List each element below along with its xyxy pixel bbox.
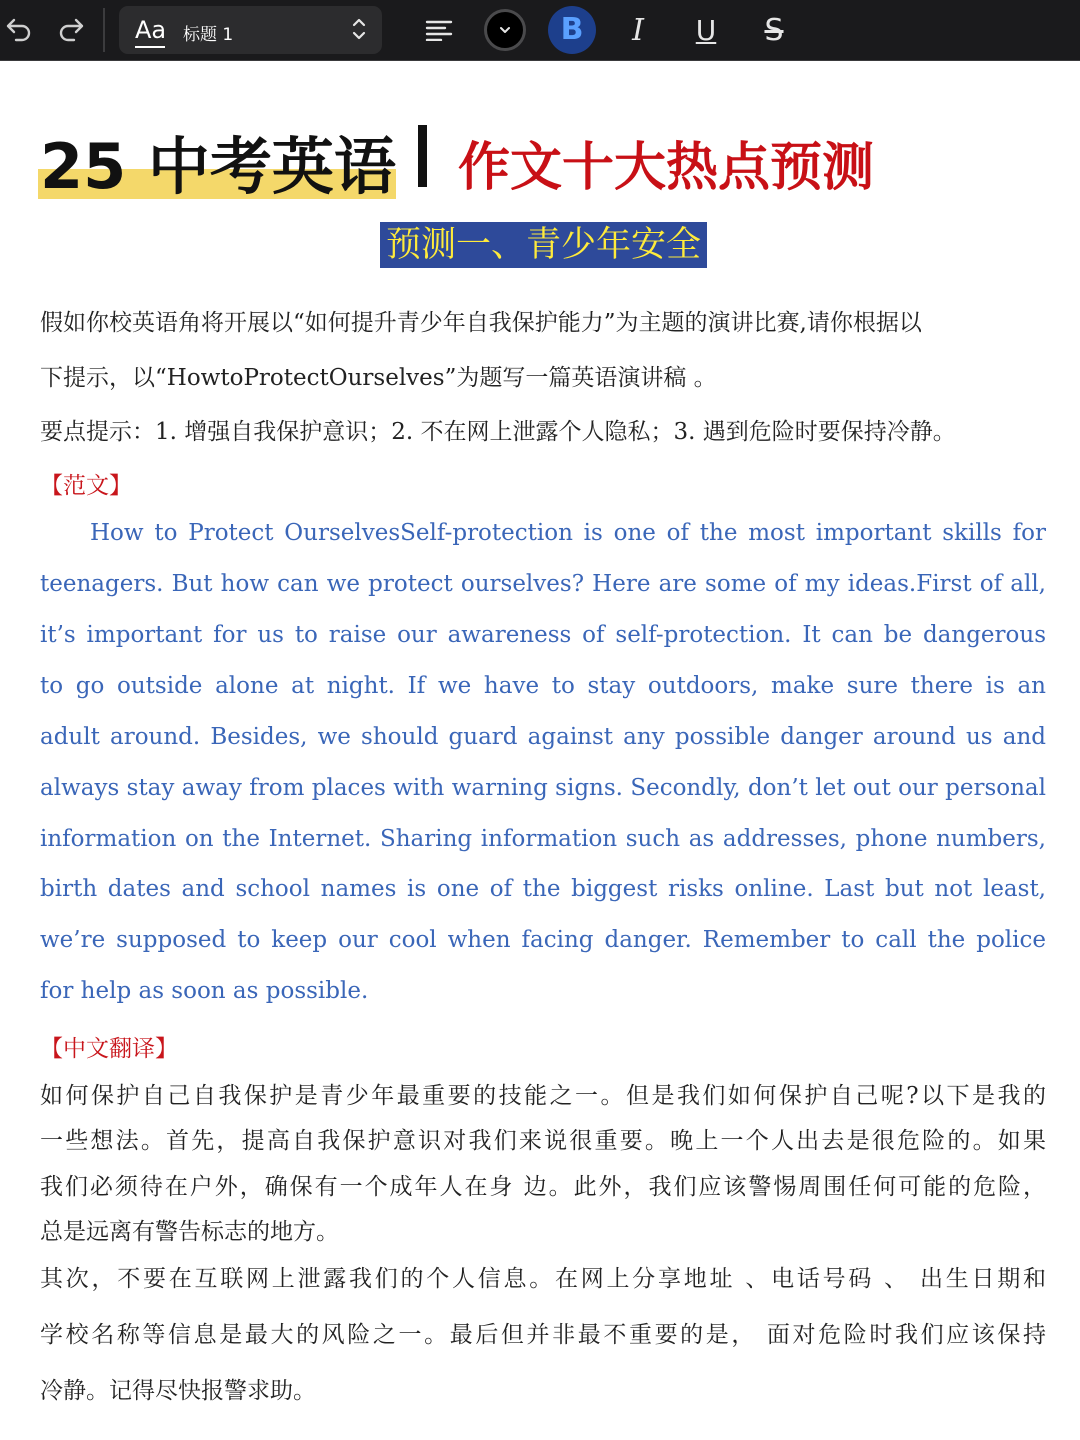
essay-line: teenagers. But how can we protect ourselves? Here are some of my ideas.First of all, bbox=[40, 571, 1046, 597]
title-separator bbox=[418, 125, 427, 187]
document-title bbox=[38, 115, 1058, 205]
translation-line: 一些想法。首先，提高自我保护意识对我们来说很重要。晚上一个人出去是很危险的。如果 bbox=[40, 1128, 1046, 1154]
underline-button[interactable] bbox=[688, 10, 724, 50]
title-main: 25 中考英语 bbox=[40, 130, 396, 203]
align-button[interactable] bbox=[420, 10, 458, 50]
undo-button[interactable] bbox=[0, 10, 36, 50]
prompt-line: 假如你校英语角将开展以“如何提升青少年自我保护能力”为主题的演讲比赛,请你根据以 bbox=[40, 310, 922, 336]
text-color-button[interactable] bbox=[484, 9, 526, 51]
essay-line: How to Protect OurselvesSelf-protection is one of the most important skills for bbox=[90, 520, 1046, 546]
essay-line: to go outside alone at night. If we have to stay outdoors, make sure there is an bbox=[40, 673, 1046, 699]
formatting-toolbar bbox=[0, 0, 1080, 61]
essay-line: we’re supposed to keep our cool when facing danger. Remember to call the police bbox=[40, 927, 1046, 953]
paragraph-style-value: 标题 1 bbox=[183, 25, 234, 45]
redo-icon bbox=[58, 18, 86, 42]
essay-line: adult around. Besides, we should guard against any possible danger around us and bbox=[40, 724, 1046, 750]
essay-line: always stay away from places with warning signs. Secondly, don’t let out our personal bbox=[40, 775, 1046, 801]
align-left-icon bbox=[425, 19, 453, 41]
title-topic: 作文十大热点预测 bbox=[458, 138, 875, 198]
text-style-icon: Aa bbox=[135, 16, 167, 44]
translation-line: 其次，不要在互联网上泄露我们的个人信息。在网上分享地址 、电话号码 、 出生日期和 bbox=[40, 1266, 1046, 1292]
prompt-line: 下提示，以“HowtoProtectOurselves”为题写一篇英语演讲稿 。 bbox=[40, 365, 717, 391]
bold-icon: B bbox=[560, 12, 584, 47]
translation-label: 【中文翻译】 bbox=[40, 1036, 178, 1062]
strikethrough-button[interactable] bbox=[754, 10, 794, 50]
translation-line: 冷静。记得尽快报警求助。 bbox=[40, 1378, 316, 1404]
section-subtitle: 预测一、青少年安全 bbox=[380, 222, 707, 268]
underline-icon: U bbox=[695, 13, 717, 47]
essay-line: birth dates and school names is one of the biggest risks online. Last but not least, bbox=[40, 876, 1046, 902]
sample-essay-label: 【范文】 bbox=[40, 473, 132, 499]
text-style-underline bbox=[135, 46, 165, 48]
undo-icon bbox=[4, 18, 32, 42]
chevron-updown-icon bbox=[350, 14, 368, 44]
prompt-line: 要点提示：1. 增强自我保护意识；2. 不在网上泄露个人隐私；3. 遇到危险时要保持冷静。 bbox=[40, 419, 956, 445]
italic-icon: I bbox=[632, 12, 644, 48]
translation-line: 如何保护自己自我保护是青少年最重要的技能之一。但是我们如何保护自己呢?以下是我的 bbox=[40, 1083, 1046, 1109]
toolbar-divider bbox=[103, 8, 105, 52]
bold-button[interactable] bbox=[548, 6, 596, 54]
italic-button[interactable] bbox=[620, 10, 656, 50]
translation-line: 总是远离有警告标志的地方。 bbox=[40, 1219, 339, 1245]
essay-line: information on the Internet. Sharing information such as addresses, phone numbers, bbox=[40, 826, 1046, 852]
translation-line: 我们必须待在户外，确保有一个成年人在身 边。此外，我们应该警惕周围任何可能的危险， bbox=[40, 1174, 1046, 1200]
essay-line: for help as soon as possible. bbox=[40, 978, 369, 1004]
strikethrough-icon: S bbox=[764, 12, 784, 48]
redo-button[interactable] bbox=[54, 10, 90, 50]
chevron-down-icon bbox=[496, 23, 514, 37]
paragraph-style-select[interactable] bbox=[119, 6, 382, 54]
translation-line: 学校名称等信息是最大的风险之一。最后但并非最不重要的是， 面对危险时我们应该保持 bbox=[40, 1322, 1046, 1348]
essay-line: it’s important for us to raise our awareness of self-protection. It can be dangerous bbox=[40, 622, 1046, 648]
